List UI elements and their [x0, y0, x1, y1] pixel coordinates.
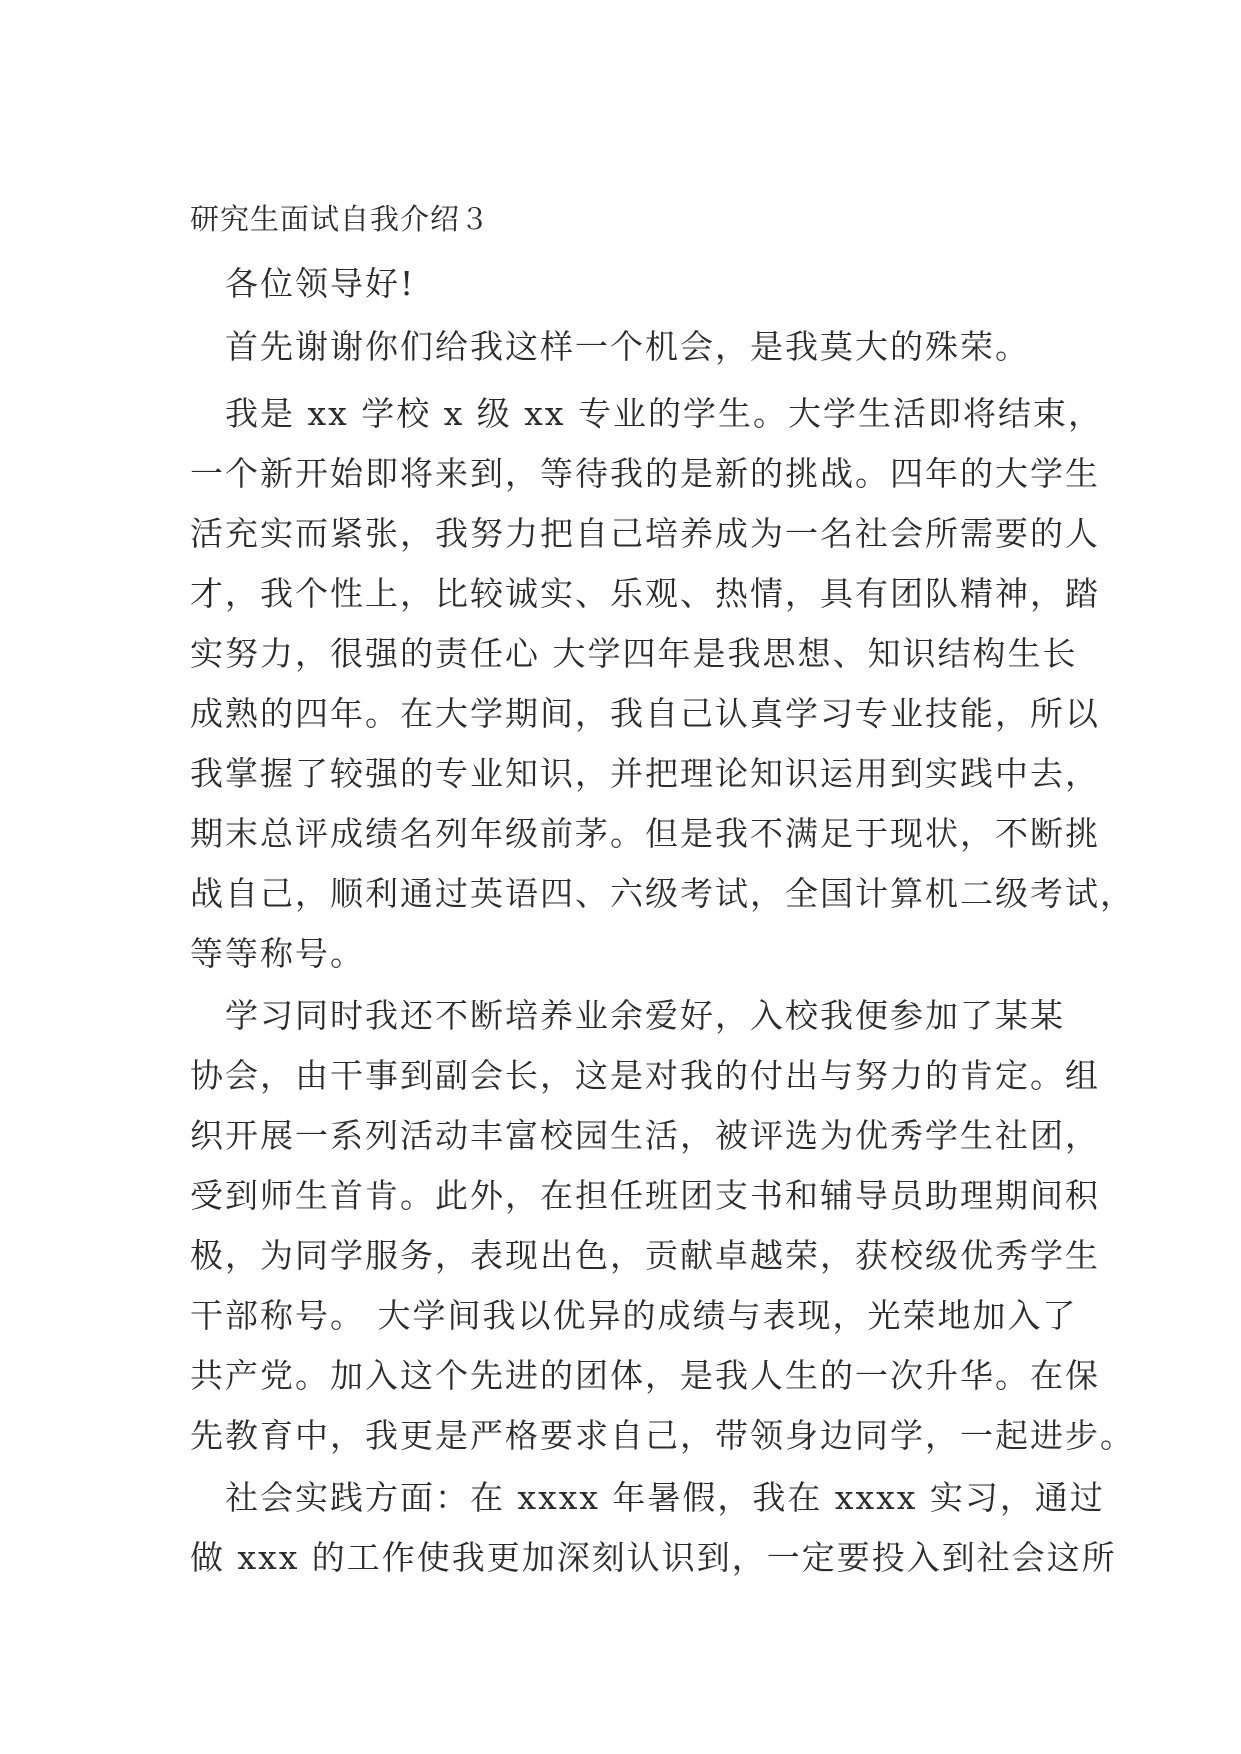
text-line: 活充实而紧张，我努力把自己培养成为一名社会所需要的人: [190, 514, 1100, 553]
text-line: 我掌握了较强的专业知识，并把理论知识运用到实践中去，: [190, 754, 1100, 793]
greeting-line: 各位领导好!: [190, 264, 416, 303]
text-line: 学习同时我还不断培养业余爱好，入校我便参加了某某: [190, 996, 1065, 1035]
text-line: 协会，由干事到副会长，这是对我的付出与努力的肯定。组: [190, 1056, 1100, 1095]
text-line: 才，我个性上，比较诚实、乐观、热情，具有团队精神，踏: [190, 574, 1100, 613]
text-line: 等等称号。: [190, 934, 365, 973]
text-line: 社会实践方面：在 xxxx 年暑假，我在 xxxx 实习，通过: [190, 1478, 1105, 1517]
text-line: 实努力，很强的责任心 大学四年是我思想、知识结构生长: [190, 634, 1078, 673]
text-line: 共产党。加入这个先进的团体，是我人生的一次升华。在保: [190, 1356, 1100, 1395]
text-line: 先教育中，我更是严格要求自己，带领身边同学，一起进步。: [190, 1416, 1135, 1455]
text-line: 一个新开始即将来到，等待我的是新的挑战。四年的大学生: [190, 454, 1100, 493]
text-line: 做 xxx 的工作使我更加深刻认识到，一定要投入到社会这所: [190, 1538, 1117, 1577]
text-line: 织开展一系列活动丰富校园生活，被评选为优秀学生社团，: [190, 1116, 1100, 1155]
text-line: 期末总评成绩名列年级前茅。但是我不满足于现状，不断挑: [190, 814, 1100, 853]
text-line: 成熟的四年。在大学期间，我自己认真学习专业技能，所以: [190, 694, 1100, 733]
text-line: 我是 xx 学校 x 级 xx 专业的学生。大学生活即将结束，: [190, 394, 1103, 433]
text-line: 首先谢谢你们给我这样一个机会，是我莫大的殊荣。: [190, 327, 1030, 366]
text-line: 战自己，顺利通过英语四、六级考试，全国计算机二级考试，: [190, 874, 1135, 913]
text-line: 极，为同学服务，表现出色，贡献卓越荣，获校级优秀学生: [190, 1236, 1100, 1275]
document-title: 研究生面试自我介绍３: [190, 202, 491, 236]
text-line: 干部称号。 大学间我以优异的成绩与表现，光荣地加入了: [190, 1296, 1078, 1335]
text-line: 受到师生首肯。此外，在担任班团支书和辅导员助理期间积: [190, 1176, 1100, 1215]
